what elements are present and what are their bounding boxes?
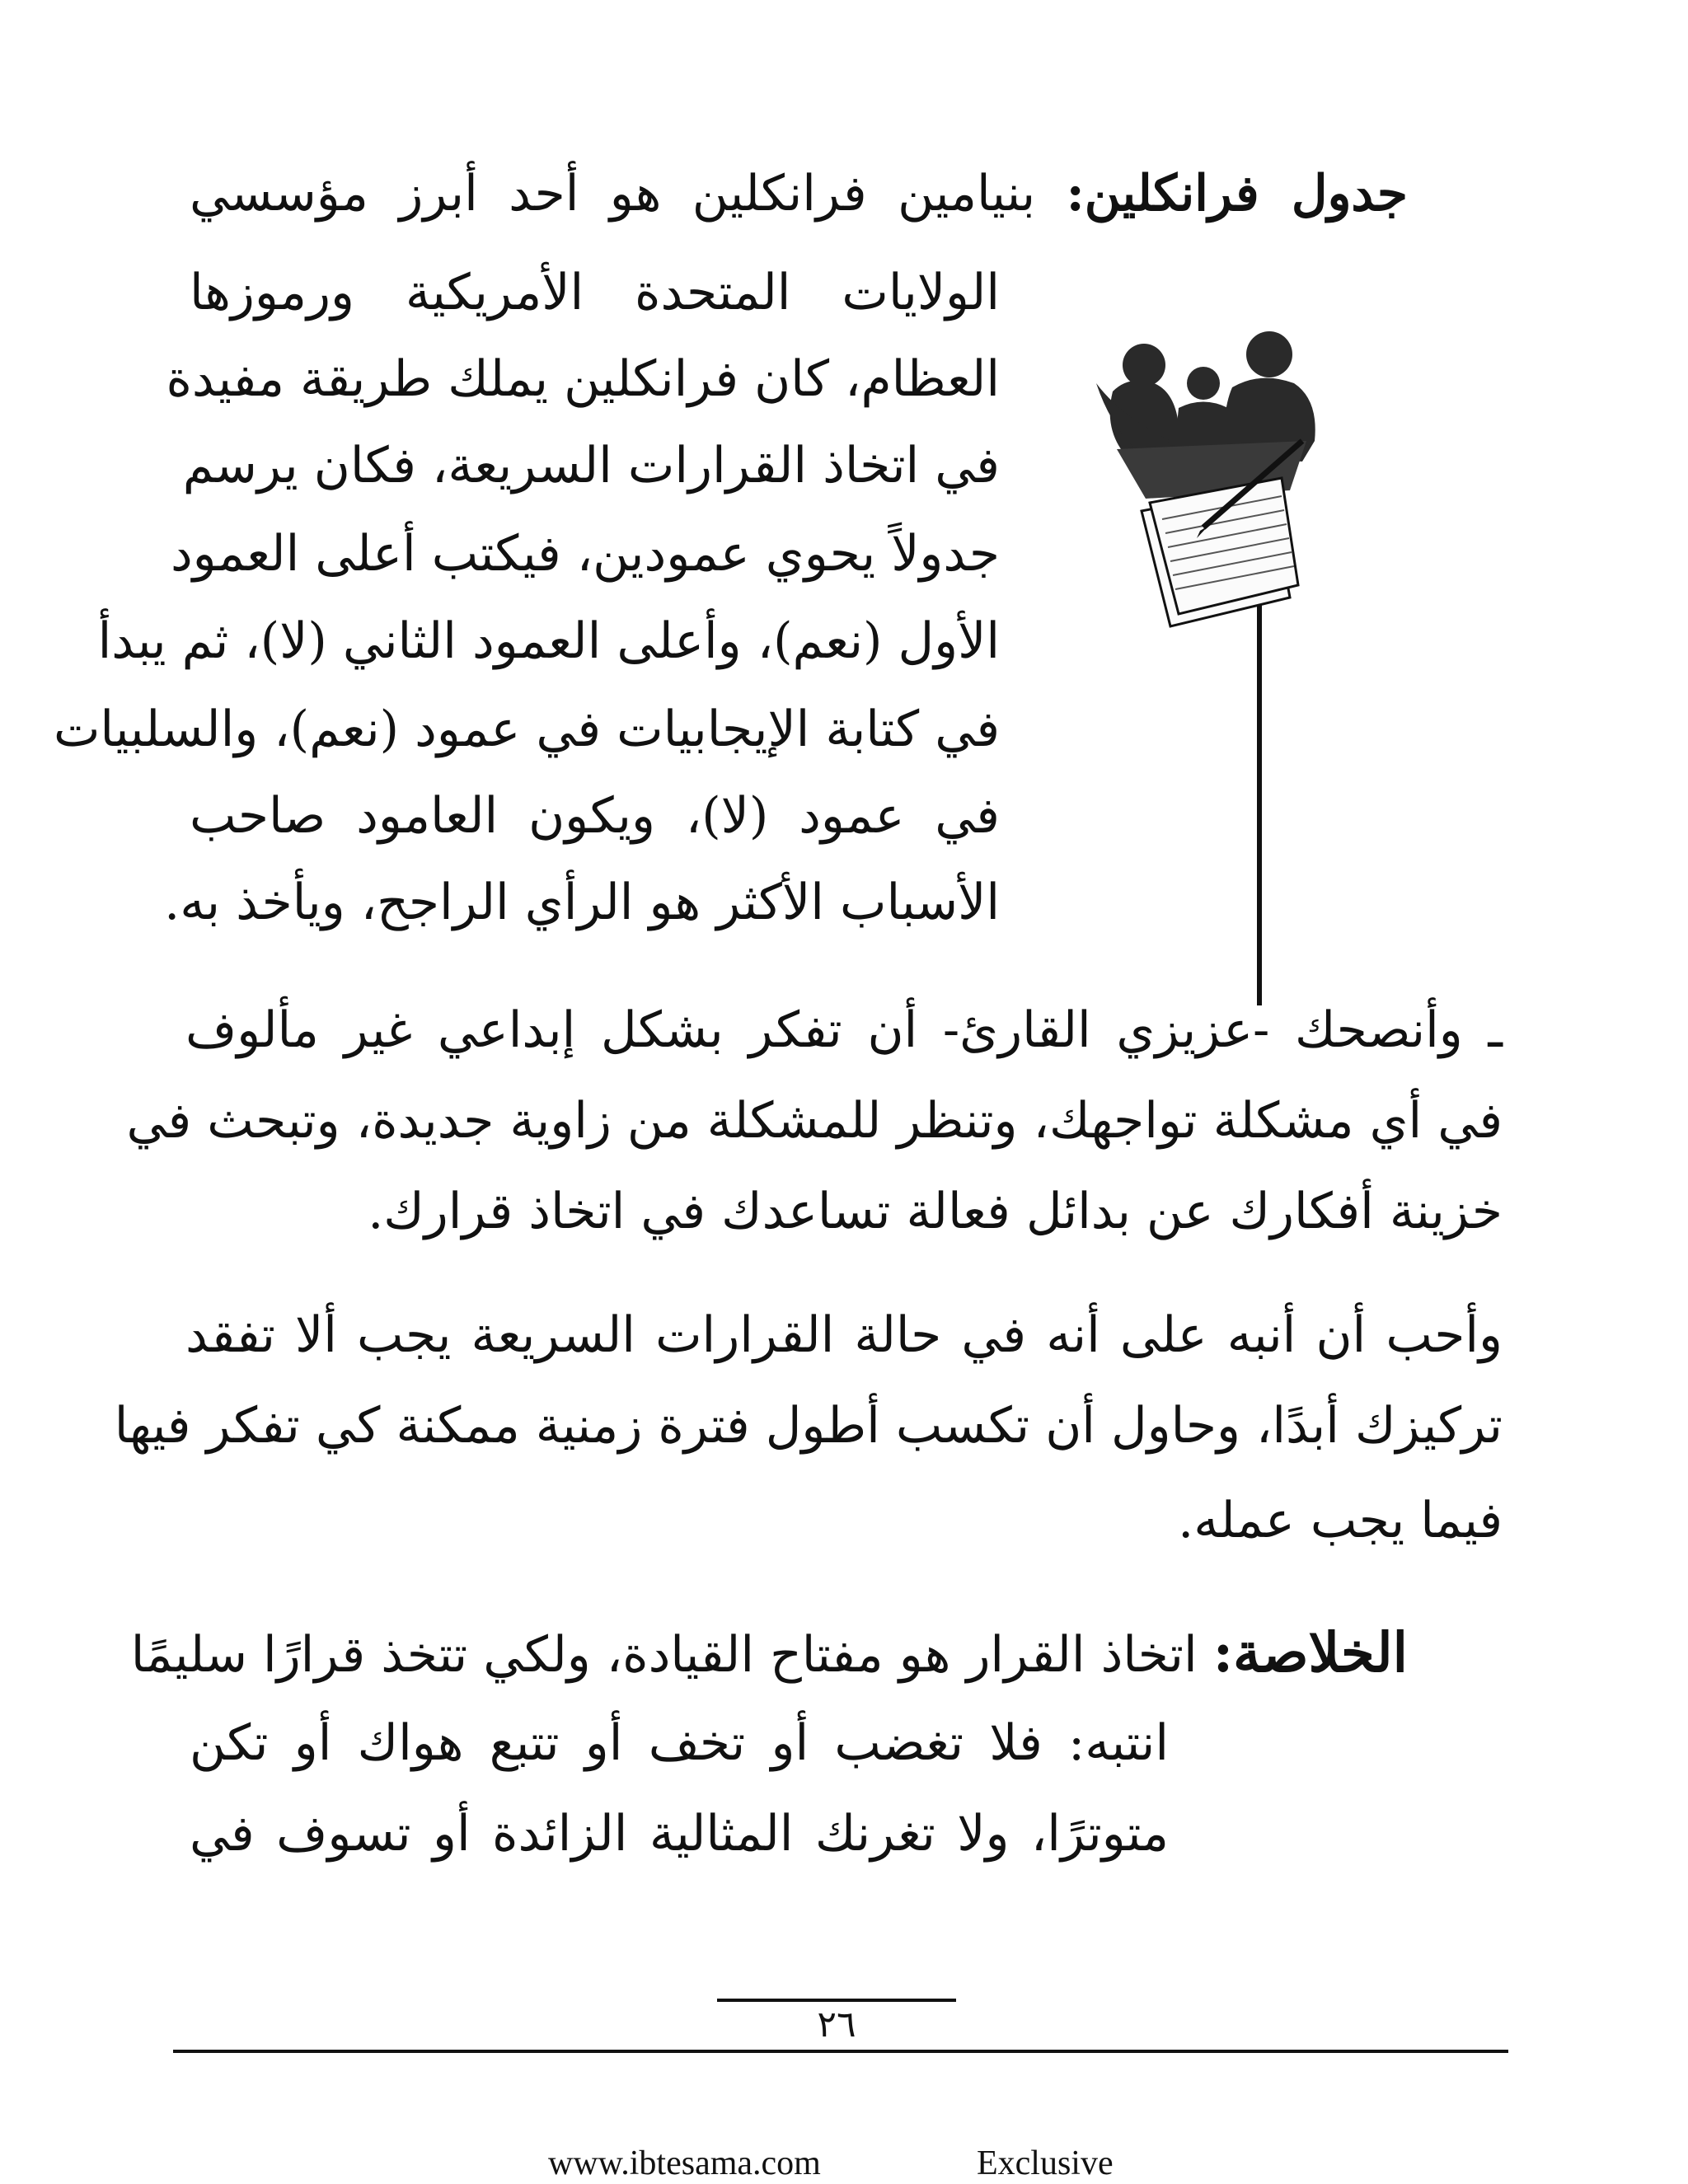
footer-website: www.ibtesama.com [548, 2144, 821, 2182]
paragraph-2-line: تركيزك أبدًا، وحاول أن تكسب أطول فترة زمنية ممكنة كي تفكر فيها [114, 1397, 1503, 1455]
meeting-people-with-paper-and-pen-icon [1096, 326, 1327, 1010]
page-number-rule [717, 1999, 956, 2002]
footer-label: Exclusive [977, 2144, 1114, 2182]
page-number: ٢٦ [817, 2004, 856, 2046]
footer-rule [173, 2050, 1508, 2053]
summary-line-2: انتبه: فلا تغضب أو تخف أو تتبع هواك أو تكن [190, 1714, 1169, 1772]
column-line: الولايات المتحدة الأمريكية ورموزها [190, 264, 1000, 321]
paragraph-1-line: خزينة أفكارك عن بدائل فعالة تساعدك في اتخاذ قرارك. [368, 1183, 1503, 1240]
intro-line-1-text: بنيامين فرانكلين هو أحد أبرز مؤسسي [190, 165, 1036, 223]
paragraph-2-line: وأحب أن أنبه على أنه في حالة القرارات السريعة يجب ألا تفقد [185, 1306, 1503, 1364]
column-line: الأول (نعم)، وأعلى العمود الثاني (لا)، ثم يبدأ [97, 612, 1000, 670]
column-line: في اتخاذ القرارات السريعة، فكان يرسم [182, 437, 1000, 494]
column-line: العظام، كان فرانكلين يملك طريقة مفيدة [166, 350, 1000, 408]
paragraph-1-line: ـ وأنصحك -عزيزي القارئ- أن تفكر بشكل إبداعي غير مألوف [185, 1001, 1503, 1059]
summary-line-1 [130, 1619, 1408, 1688]
paragraph-2-line: فيما يجب عمله. [1178, 1492, 1503, 1549]
section-heading-franklin: جدول فرانكلين: [1066, 165, 1409, 223]
column-line: الأسباب الأكثر هو الرأي الراجح، ويأخذ به. [164, 874, 1000, 931]
intro-line-1 [190, 161, 1408, 227]
column-line: في عمود (لا)، ويكون العامود صاحب [190, 787, 1000, 845]
summary-line-1-text: اتخاذ القرار هو مفتاح القيادة، ولكي تتخذ قرارًا سليمًا [130, 1626, 1198, 1684]
column-line: جدولاً يحوي عمودين، فيكتب أعلى العمود [170, 525, 1000, 583]
paragraph-1-line: في أي مشكلة تواجهك، وتنظر للمشكلة من زاوية جديدة، وتبحث في [126, 1092, 1503, 1150]
summary-heading: الخلاصة: [1212, 1620, 1408, 1685]
summary-line-3: متوترًا، ولا تغرنك المثالية الزائدة أو تسوف في [190, 1805, 1169, 1863]
column-line: في كتابة الإيجابيات في عمود (نعم)، والسلبيات [53, 701, 1000, 758]
